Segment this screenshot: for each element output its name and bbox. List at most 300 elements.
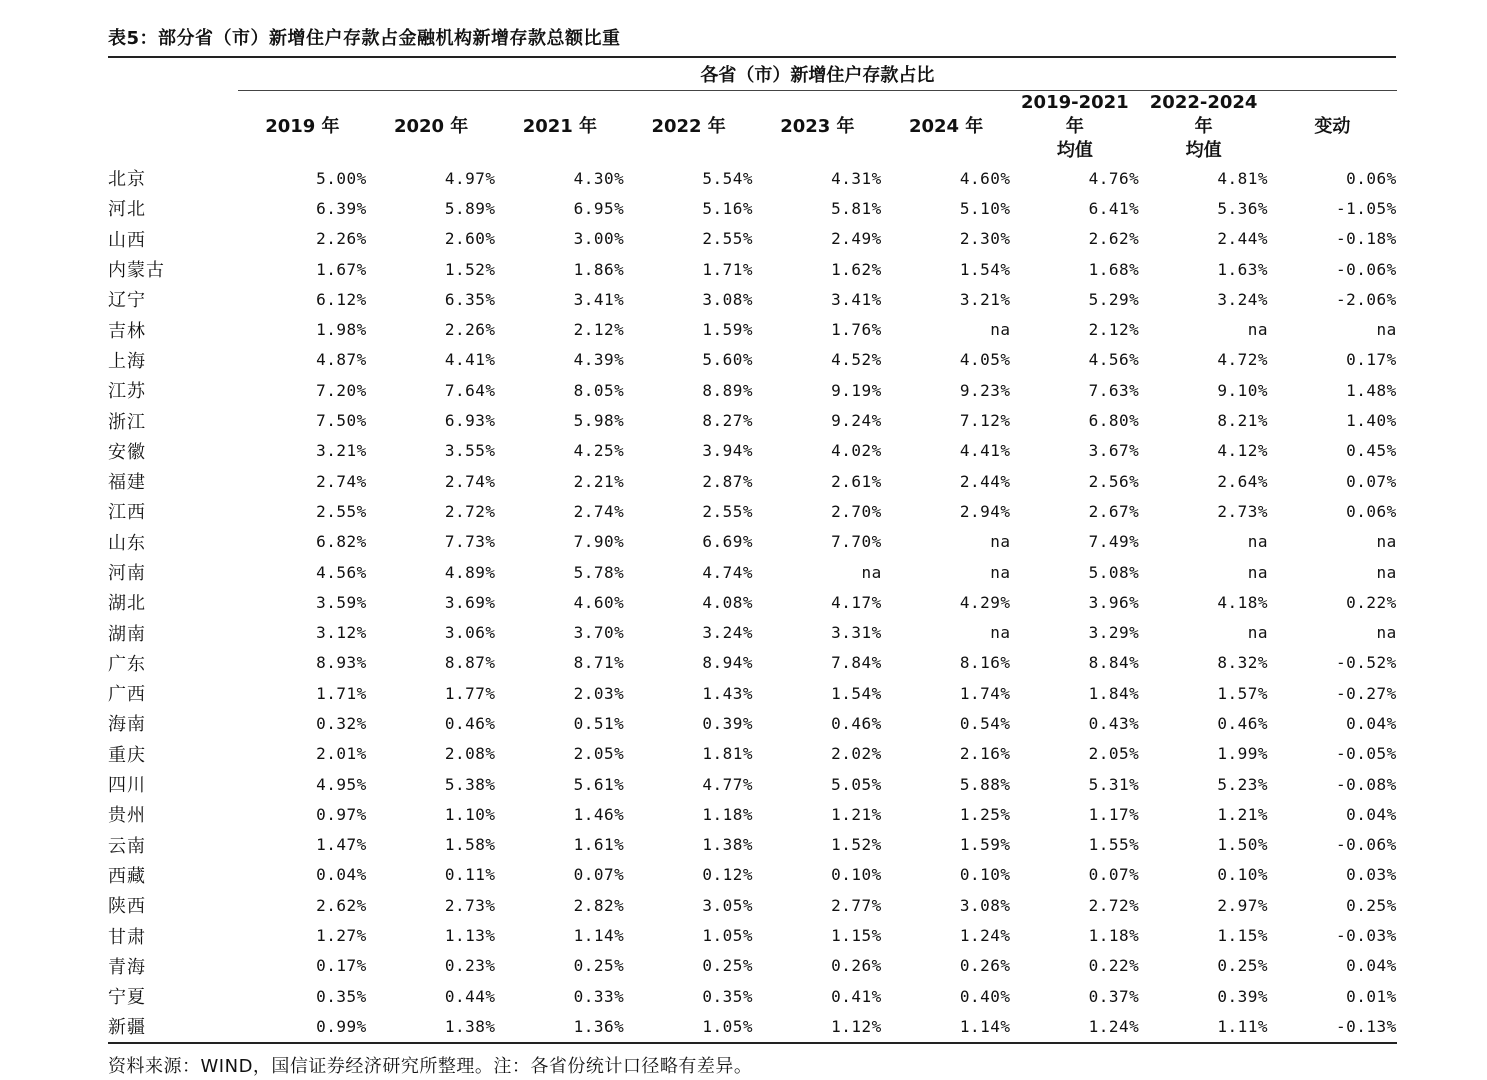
- table-cell: 3.12%: [316, 623, 367, 643]
- table-cell: 1.58%: [444, 835, 496, 855]
- table-cell: 7.84%: [831, 653, 882, 673]
- province-name: 辽宁: [108, 290, 146, 312]
- table-cell: 1.38%: [367, 1011, 496, 1042]
- table-cell: 6.39%: [316, 198, 367, 218]
- table-cell: 4.97%: [444, 168, 496, 188]
- column-header: [753, 91, 882, 164]
- table-cell: na: [1247, 623, 1268, 643]
- table-cell: 0.32%: [316, 713, 367, 733]
- table-cell: 3.59%: [316, 592, 367, 612]
- table-cell: 2.87%: [702, 471, 753, 491]
- table-cell: 5.36%: [1217, 198, 1268, 218]
- column-header: [238, 91, 367, 164]
- table-cell: 2.01%: [316, 744, 367, 764]
- table-cell: 1.59%: [959, 835, 1011, 855]
- table-cell: 0.07%: [1088, 865, 1140, 885]
- table-cell: -0.03%: [1335, 926, 1397, 946]
- deposit-share-table: [108, 58, 1397, 1044]
- table-cell: 1.21%: [831, 804, 882, 824]
- table-cell: 4.12%: [1217, 441, 1268, 461]
- table-cell: 4.56%: [316, 562, 367, 582]
- table-cell: 5.05%: [831, 774, 882, 794]
- province-name: 北京: [108, 169, 146, 191]
- table-cell: 1.54%: [959, 259, 1011, 279]
- table-cell: 0.51%: [573, 713, 625, 733]
- table-cell: 3.29%: [1088, 623, 1140, 643]
- table-row: [108, 799, 1397, 829]
- table-cell: 4.89%: [444, 562, 496, 582]
- table-row: [108, 617, 1397, 647]
- table-cell: 1.38%: [702, 835, 753, 855]
- table-cell: 0.46%: [444, 713, 496, 733]
- table-cell: 5.23%: [1217, 774, 1268, 794]
- column-header: [1139, 91, 1268, 164]
- table-cell: 1.71%: [702, 259, 753, 279]
- source-note: 资料来源：WIND，国信证券经济研究所整理。注：各省份统计口径略有差异。: [108, 1055, 753, 1077]
- province-name: 陕西: [108, 896, 146, 918]
- table-cell: 0.97%: [316, 804, 367, 824]
- table-cell: 8.21%: [1217, 411, 1268, 431]
- table-row: [108, 496, 1397, 526]
- table-cell: 2.72%: [444, 501, 496, 521]
- table-cell: 2.61%: [831, 471, 882, 491]
- table-row: [108, 1011, 1397, 1042]
- table-cell: 3.21%: [316, 441, 367, 461]
- table-cell: 8.84%: [1088, 653, 1140, 673]
- table-cell: 1.67%: [316, 259, 367, 279]
- table-cell: 1.18%: [1088, 926, 1140, 946]
- table-cell: 2.77%: [831, 895, 882, 915]
- table-cell: 4.41%: [444, 350, 496, 370]
- table-cell: 3.94%: [702, 441, 753, 461]
- table-cell: 8.16%: [959, 653, 1011, 673]
- table-cell: 0.07%: [1346, 471, 1397, 491]
- column-header: [624, 91, 753, 164]
- province-name: 西藏: [108, 865, 146, 887]
- table-cell: 1.54%: [831, 683, 882, 703]
- table-cell: 0.10%: [1217, 865, 1268, 885]
- province-name: 福建: [108, 472, 146, 494]
- table-cell: 2.72%: [1088, 895, 1140, 915]
- table-cell: 0.17%: [316, 956, 367, 976]
- table-cell: 0.25%: [702, 956, 753, 976]
- table-cell: 1.36%: [496, 1011, 625, 1042]
- table-cell: 4.02%: [831, 441, 882, 461]
- table-cell: 0.41%: [831, 986, 882, 1006]
- table-cell: 4.18%: [1217, 592, 1268, 612]
- table-cell: 1.43%: [702, 683, 753, 703]
- table-row: [108, 163, 1397, 193]
- table-cell: 7.50%: [316, 411, 367, 431]
- province-name: 吉林: [108, 320, 146, 342]
- table-cell: 3.31%: [831, 623, 882, 643]
- table-cell: 4.41%: [959, 441, 1011, 461]
- table-body: [108, 163, 1397, 1043]
- province-name: 河南: [108, 563, 146, 584]
- table-cell: 2.67%: [1088, 501, 1140, 521]
- table-cell: 0.06%: [1346, 168, 1397, 188]
- province-name: 青海: [108, 956, 146, 978]
- province-name: 江西: [108, 502, 146, 524]
- table-cell: 3.21%: [959, 289, 1011, 309]
- table-cell: 8.32%: [1217, 653, 1268, 673]
- table-cell: 1.17%: [1088, 804, 1140, 824]
- column-header-text: 2023 年: [780, 116, 855, 137]
- table-cell: 3.41%: [573, 289, 625, 309]
- table-row: [108, 951, 1397, 981]
- province-name: 内蒙古: [108, 260, 165, 282]
- province-name: 河北: [108, 199, 146, 221]
- province-name: 贵州: [108, 805, 146, 827]
- table-cell: na: [861, 562, 882, 582]
- table-cell: 0.25%: [573, 956, 625, 976]
- table-row: [108, 527, 1397, 557]
- province-header-cell: [108, 91, 238, 164]
- table-cell: 4.39%: [573, 350, 625, 370]
- table-cell: 8.87%: [444, 653, 496, 673]
- table-cell: 1.63%: [1217, 259, 1268, 279]
- table-cell: 0.25%: [1217, 956, 1268, 976]
- table-cell: 1.84%: [1088, 683, 1140, 703]
- table-cell: 2.05%: [573, 744, 625, 764]
- table-cell: 0.04%: [316, 865, 367, 885]
- table-cell: 5.54%: [702, 168, 753, 188]
- province-name: 新疆: [108, 1011, 238, 1042]
- table-cell: 1.99%: [1217, 744, 1268, 764]
- table-cell: 1.40%: [1346, 411, 1397, 431]
- group-header: 各省（市）新增住户存款占比: [238, 58, 1397, 91]
- table-cell: 4.60%: [959, 168, 1011, 188]
- province-name: 湖北: [108, 593, 146, 615]
- province-name: 重庆: [108, 744, 146, 766]
- table-cell: 3.55%: [444, 441, 496, 461]
- table-cell: 5.88%: [959, 774, 1011, 794]
- table-cell: 3.00%: [573, 229, 625, 249]
- table-cell: 1.55%: [1088, 835, 1140, 855]
- table-row: [108, 587, 1397, 617]
- table-cell: -0.06%: [1335, 259, 1397, 279]
- table-row: [108, 375, 1397, 405]
- table-cell: 0.39%: [702, 713, 753, 733]
- table-cell: 1.24%: [1011, 1011, 1140, 1042]
- table-row: [108, 708, 1397, 738]
- table-cell: 9.23%: [959, 380, 1011, 400]
- table-cell: 4.81%: [1217, 168, 1268, 188]
- table-cell: 4.31%: [831, 168, 882, 188]
- table-cell: na: [1376, 562, 1397, 582]
- table-cell: 1.52%: [444, 259, 496, 279]
- table-cell: 1.81%: [702, 744, 753, 764]
- province-name: 云南: [108, 835, 146, 857]
- table-cell: 0.46%: [831, 713, 882, 733]
- table-cell: 5.98%: [573, 411, 625, 431]
- table-cell: 0.35%: [316, 986, 367, 1006]
- column-header: [1268, 91, 1397, 164]
- table-cell: 0.22%: [1346, 592, 1397, 612]
- table-cell: 4.74%: [702, 562, 753, 582]
- table-cell: 6.80%: [1088, 411, 1140, 431]
- column-header-text: 变动: [1314, 116, 1351, 137]
- table-cell: 1.52%: [831, 835, 882, 855]
- table-cell: na: [1247, 562, 1268, 582]
- table-row: [108, 193, 1397, 223]
- table-cell: 1.15%: [831, 926, 882, 946]
- column-header-text: 均值: [1185, 140, 1222, 161]
- table-cell: 3.05%: [702, 895, 753, 915]
- column-header-text: 2019 年: [265, 116, 340, 137]
- table-cell: 8.71%: [573, 653, 625, 673]
- document-page: [108, 22, 1396, 1078]
- table-cell: 1.46%: [573, 804, 625, 824]
- table-cell: 0.45%: [1346, 441, 1397, 461]
- table-cell: 8.94%: [702, 653, 753, 673]
- table-cell: 1.14%: [573, 926, 625, 946]
- table-cell: 4.77%: [702, 774, 753, 794]
- table-cell: 3.06%: [444, 623, 496, 643]
- table-cell: 1.62%: [831, 259, 882, 279]
- table-cell: 1.15%: [1217, 926, 1268, 946]
- table-cell: 0.01%: [1346, 986, 1397, 1006]
- column-header-text: 2021 年: [522, 116, 598, 137]
- table-cell: -0.27%: [1335, 683, 1397, 703]
- province-name: 安徽: [108, 441, 146, 463]
- table-cell: 2.73%: [444, 895, 496, 915]
- table-row: [108, 739, 1397, 769]
- table-cell: 1.48%: [1346, 380, 1397, 400]
- table-row: [108, 678, 1397, 708]
- table-cell: na: [1247, 532, 1268, 552]
- table-cell: 6.69%: [702, 532, 753, 552]
- table-cell: 6.82%: [316, 532, 367, 552]
- table-cell: 7.64%: [444, 380, 496, 400]
- table-cell: 2.30%: [959, 229, 1011, 249]
- table-cell: 6.41%: [1088, 198, 1140, 218]
- province-name: 山东: [108, 532, 146, 554]
- table-cell: 1.05%: [624, 1011, 753, 1042]
- table-row: [108, 224, 1397, 254]
- table-cell: 9.19%: [831, 380, 882, 400]
- table-cell: 2.08%: [444, 744, 496, 764]
- table-cell: 1.21%: [1217, 804, 1268, 824]
- table-row: [108, 830, 1397, 860]
- table-cell: na: [1376, 532, 1397, 552]
- table-cell: 2.97%: [1217, 895, 1268, 915]
- table-cell: 5.78%: [573, 562, 625, 582]
- table-cell: 0.22%: [1088, 956, 1140, 976]
- table-cell: 0.99%: [238, 1011, 367, 1042]
- table-cell: 0.40%: [959, 986, 1011, 1006]
- table-cell: 1.13%: [444, 926, 496, 946]
- table-cell: 6.12%: [316, 289, 367, 309]
- table-cell: 0.26%: [959, 956, 1011, 976]
- table-cell: 0.54%: [959, 713, 1011, 733]
- table-cell: 2.55%: [702, 229, 753, 249]
- table-cell: na: [1376, 623, 1397, 643]
- table-cell: -2.06%: [1335, 289, 1397, 309]
- table-cell: 0.43%: [1088, 713, 1140, 733]
- table-cell: 4.76%: [1088, 168, 1140, 188]
- table-cell: 0.04%: [1346, 713, 1397, 733]
- table-cell: 1.25%: [959, 804, 1011, 824]
- table-cell: 0.04%: [1346, 804, 1397, 824]
- table-cell: 0.46%: [1217, 713, 1268, 733]
- table-title: 表5：部分省（市）新增住户存款占金融机构新增存款总额比重: [108, 22, 1396, 58]
- table-cell: 3.24%: [702, 623, 753, 643]
- table-cell: 2.73%: [1217, 501, 1268, 521]
- table-cell: -0.18%: [1335, 229, 1397, 249]
- table-cell: 0.26%: [831, 956, 882, 976]
- table-cell: -0.08%: [1335, 774, 1397, 794]
- table-cell: 0.37%: [1088, 986, 1140, 1006]
- table-cell: 2.62%: [316, 895, 367, 915]
- table-cell: 1.10%: [444, 804, 496, 824]
- table-cell: 2.55%: [702, 501, 753, 521]
- table-cell: 1.59%: [702, 320, 753, 340]
- column-header: [496, 91, 625, 164]
- table-cell: 3.69%: [444, 592, 496, 612]
- table-cell: 0.10%: [831, 865, 882, 885]
- table-cell: 0.11%: [444, 865, 496, 885]
- table-cell: 2.74%: [573, 501, 625, 521]
- table-cell: 5.81%: [831, 198, 882, 218]
- column-header-text: 2020 年: [393, 116, 469, 137]
- table-cell: 1.27%: [316, 926, 367, 946]
- table-cell: 3.96%: [1088, 592, 1140, 612]
- column-header: [882, 91, 1011, 164]
- table-cell: 1.11%: [1139, 1011, 1268, 1042]
- table-cell: 3.08%: [959, 895, 1011, 915]
- table-cell: 0.10%: [959, 865, 1011, 885]
- table-cell: 9.24%: [831, 411, 882, 431]
- column-header: [1011, 91, 1140, 164]
- table-cell: 0.23%: [444, 956, 496, 976]
- table-cell: 4.95%: [316, 774, 367, 794]
- table-cell: na: [1376, 320, 1397, 340]
- table-cell: 3.24%: [1217, 289, 1268, 309]
- table-cell: 5.16%: [702, 198, 753, 218]
- table-cell: 6.95%: [573, 198, 625, 218]
- column-header-text: 2022 年: [651, 116, 726, 137]
- table-cell: 7.70%: [831, 532, 882, 552]
- table-cell: 2.94%: [959, 501, 1011, 521]
- table-cell: 8.27%: [702, 411, 753, 431]
- table-cell: 3.67%: [1088, 441, 1140, 461]
- table-cell: 4.87%: [316, 350, 367, 370]
- table-cell: 5.38%: [444, 774, 496, 794]
- column-header-text: 2019-2021 年: [1021, 92, 1129, 137]
- table-cell: 1.74%: [959, 683, 1011, 703]
- table-cell: 7.73%: [444, 532, 496, 552]
- table-row: [108, 557, 1397, 587]
- table-cell: 5.00%: [316, 168, 367, 188]
- table-cell: 2.05%: [1088, 744, 1140, 764]
- table-cell: 1.61%: [573, 835, 625, 855]
- table-cell: 2.44%: [959, 471, 1011, 491]
- province-name: 甘肃: [108, 926, 146, 948]
- table-row: [108, 466, 1397, 496]
- table-row: [108, 254, 1397, 284]
- province-name: 江苏: [108, 381, 146, 403]
- table-cell: 2.12%: [1088, 320, 1140, 340]
- table-cell: 0.06%: [1346, 501, 1397, 521]
- table-cell: 4.60%: [573, 592, 625, 612]
- province-name: 湖南: [108, 623, 146, 645]
- table-cell: 3.70%: [573, 623, 625, 643]
- table-row: [108, 436, 1397, 466]
- table-cell: 1.86%: [573, 259, 625, 279]
- table-cell: 2.26%: [444, 320, 496, 340]
- table-cell: 2.64%: [1217, 471, 1268, 491]
- table-cell: 0.17%: [1346, 350, 1397, 370]
- table-cell: 5.29%: [1088, 289, 1140, 309]
- column-header: [367, 91, 496, 164]
- table-cell: 2.74%: [444, 471, 496, 491]
- table-cell: 1.24%: [959, 926, 1011, 946]
- table-cell: 5.10%: [959, 198, 1011, 218]
- table-row: [108, 860, 1397, 890]
- table-cell: 1.12%: [753, 1011, 882, 1042]
- table-cell: 2.70%: [831, 501, 882, 521]
- table-cell: 8.05%: [573, 380, 625, 400]
- table-cell: 7.90%: [573, 532, 625, 552]
- table-cell: 7.49%: [1088, 532, 1140, 552]
- table-cell: 2.03%: [573, 683, 625, 703]
- table-cell: 5.31%: [1088, 774, 1140, 794]
- table-cell: 9.10%: [1217, 380, 1268, 400]
- table-row: [108, 981, 1397, 1011]
- province-name: 宁夏: [108, 987, 146, 1009]
- table-row: [108, 890, 1397, 920]
- table-row: [108, 345, 1397, 375]
- table-cell: 5.89%: [444, 198, 496, 218]
- province-name: 浙江: [108, 411, 146, 433]
- table-cell: 3.08%: [702, 289, 753, 309]
- table-cell: 0.44%: [444, 986, 496, 1006]
- column-header-text: 2022-2024 年: [1149, 92, 1258, 137]
- table-cell: 7.20%: [316, 380, 367, 400]
- table-cell: 4.08%: [702, 592, 753, 612]
- table-cell: 2.26%: [316, 229, 367, 249]
- province-name: 山西: [108, 229, 146, 251]
- table-cell: 2.56%: [1088, 471, 1140, 491]
- table-cell: 2.60%: [444, 229, 496, 249]
- table-row: [108, 405, 1397, 435]
- province-name: 上海: [108, 350, 146, 372]
- table-row: [108, 314, 1397, 344]
- table-cell: 1.57%: [1217, 683, 1268, 703]
- table-row: [108, 769, 1397, 799]
- table-cell: na: [1247, 320, 1268, 340]
- table-cell: 8.93%: [316, 653, 367, 673]
- table-cell: 0.04%: [1346, 956, 1397, 976]
- table-cell: na: [990, 623, 1011, 643]
- table-cell: 6.35%: [444, 289, 496, 309]
- table-cell: 0.35%: [702, 986, 753, 1006]
- table-cell: 4.05%: [959, 350, 1011, 370]
- table-cell: 2.16%: [959, 744, 1011, 764]
- table-row: [108, 648, 1397, 678]
- table-cell: -1.05%: [1335, 198, 1397, 218]
- table-cell: na: [990, 532, 1011, 552]
- table-cell: 0.12%: [702, 865, 753, 885]
- table-cell: 1.05%: [702, 926, 753, 946]
- table-cell: 1.47%: [316, 835, 367, 855]
- column-header-text: 2024 年: [908, 116, 984, 137]
- table-cell: -0.06%: [1335, 835, 1397, 855]
- table-cell: 1.14%: [882, 1011, 1011, 1042]
- table-cell: 4.30%: [573, 168, 625, 188]
- table-cell: 2.82%: [573, 895, 625, 915]
